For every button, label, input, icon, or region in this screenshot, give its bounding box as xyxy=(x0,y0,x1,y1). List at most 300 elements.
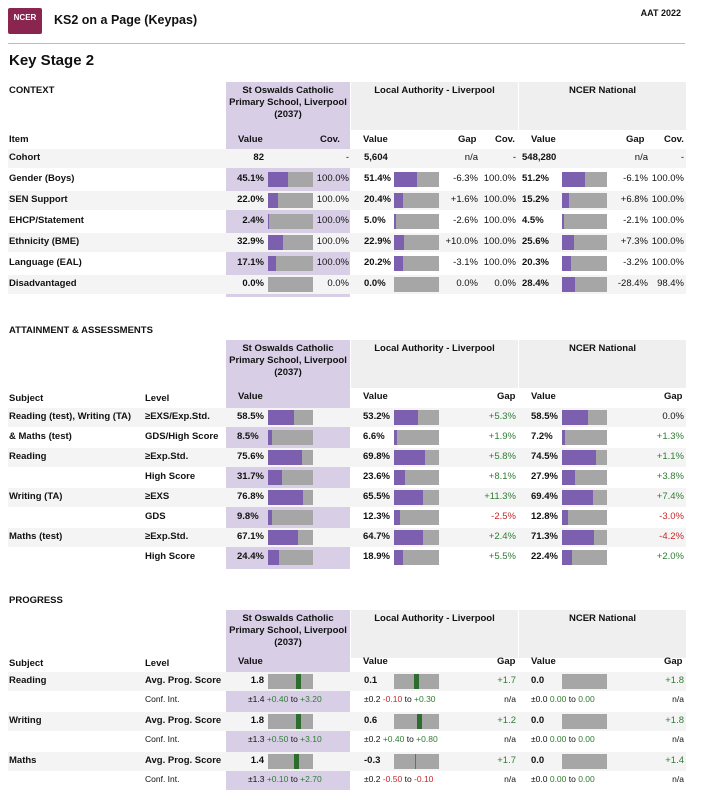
school-value: 0.0% xyxy=(242,278,264,289)
la-gap: +11.3% xyxy=(484,491,516,502)
national-gap: +3.8% xyxy=(656,471,684,482)
percent-bar-fill xyxy=(562,235,574,250)
national-gap: n/a xyxy=(634,152,648,163)
level-label: Avg. Prog. Score xyxy=(145,675,222,686)
school-value: 32.9% xyxy=(237,236,264,247)
national-ci-gap: n/a xyxy=(672,774,684,784)
ci-plusminus: ±0.0 xyxy=(531,774,550,784)
percent-bar-fill xyxy=(394,410,418,425)
school-value: 22.0% xyxy=(237,194,264,205)
percent-bar-fill xyxy=(562,410,588,425)
la-value: 6.6% xyxy=(363,431,385,442)
percent-bar-fill xyxy=(268,450,302,465)
context-row xyxy=(8,254,686,273)
level-label: High Score xyxy=(145,551,196,562)
percent-bar xyxy=(394,490,439,505)
ci-low: -0.50 xyxy=(382,774,403,784)
national-ci xyxy=(531,694,595,704)
ci-high: +2.70 xyxy=(300,774,322,784)
school-coverage: 100.0% xyxy=(316,236,349,247)
ci-to: to xyxy=(402,774,415,784)
percent-bar xyxy=(394,530,439,545)
context-section xyxy=(0,82,703,300)
school-value: 82 xyxy=(253,152,264,163)
la-gap: -3.1% xyxy=(453,257,478,268)
percent-bar-fill xyxy=(562,430,565,445)
context-row xyxy=(8,233,686,252)
national-gap-header: Gap xyxy=(664,391,683,402)
la-value: 69.8% xyxy=(363,451,390,462)
percent-bar xyxy=(394,510,439,525)
la-coverage: 100.0% xyxy=(483,194,516,205)
percent-bar xyxy=(394,277,439,292)
progress-marker xyxy=(417,714,422,729)
national-coverage: 98.4% xyxy=(657,278,684,289)
percent-bar xyxy=(394,430,439,445)
la-value: 23.6% xyxy=(363,471,390,482)
school-value: 31.7% xyxy=(237,471,264,482)
school-ci xyxy=(248,734,322,744)
attainment-section xyxy=(0,322,703,572)
percent-bar-fill xyxy=(394,510,400,525)
school-score: 1.4 xyxy=(250,755,264,766)
percent-bar xyxy=(394,450,439,465)
subject-label: Reading xyxy=(9,451,47,462)
national-value: 20.3% xyxy=(522,257,549,268)
attainment-row xyxy=(8,508,686,527)
la-gap-header: Gap xyxy=(497,656,516,667)
la-value: 20.2% xyxy=(364,257,391,268)
national-value: 4.5% xyxy=(522,215,544,226)
percent-bar xyxy=(394,193,439,208)
school-coverage: 100.0% xyxy=(316,173,349,184)
level-label: GDS/High Score xyxy=(145,431,219,442)
level-label: ≥EXS/Exp.Std. xyxy=(145,411,210,422)
percent-bar-fill xyxy=(268,490,303,505)
ci-low: -0.10 xyxy=(382,694,403,704)
percent-bar xyxy=(394,172,439,187)
percent-bar xyxy=(268,490,313,505)
national-value: 69.4% xyxy=(531,491,558,502)
context-row xyxy=(8,212,686,231)
progress-score-row xyxy=(8,672,686,691)
percent-bar-fill xyxy=(394,530,423,545)
la-value-header: Value xyxy=(363,134,388,145)
progress-score-bar xyxy=(268,714,313,729)
aat-tag: AAT 2022 xyxy=(640,8,681,18)
percent-bar-fill xyxy=(268,550,279,565)
subject-label: Writing (TA) xyxy=(9,491,63,502)
percent-bar xyxy=(562,550,607,565)
la-gap: -2.5% xyxy=(491,511,516,522)
ci-plusminus: ±0.0 xyxy=(531,694,550,704)
national-column-header: NCER National xyxy=(568,85,637,96)
ci-plusminus: ±0.0 xyxy=(531,734,550,744)
school-value-header: Value xyxy=(238,134,263,145)
school-cov-header: Cov. xyxy=(320,134,340,145)
school-coverage: 0.0% xyxy=(327,278,349,289)
national-gap: -2.1% xyxy=(623,215,648,226)
la-gap: 0.0% xyxy=(456,278,478,289)
context-row xyxy=(8,275,686,294)
la-value: 22.9% xyxy=(364,236,391,247)
percent-bar xyxy=(394,470,439,485)
national-value: 27.9% xyxy=(531,471,558,482)
national-score: 0.0 xyxy=(531,675,545,686)
progress-marker xyxy=(294,754,299,769)
percent-bar-fill xyxy=(268,214,269,229)
la-gap: +5.8% xyxy=(488,451,516,462)
la-cov-header: Cov. xyxy=(495,134,515,145)
page-title: Key Stage 2 xyxy=(9,52,95,69)
level-label: ≥Exp.Std. xyxy=(145,531,189,542)
la-column-header: Local Authority - Liverpool xyxy=(374,85,495,96)
context-row xyxy=(8,191,686,210)
ci-low: +0.40 xyxy=(266,694,289,704)
la-coverage: 100.0% xyxy=(483,173,516,184)
percent-bar-fill xyxy=(268,193,278,208)
subject-label: & Maths (test) xyxy=(9,431,72,442)
percent-bar-fill xyxy=(394,430,397,445)
school-value: 24.4% xyxy=(237,551,264,562)
percent-bar-fill xyxy=(562,193,569,208)
la-coverage: 0.0% xyxy=(494,278,516,289)
percent-bar-fill xyxy=(268,172,288,187)
national-coverage: 100.0% xyxy=(651,215,684,226)
school-ci xyxy=(248,774,322,784)
progress-title: PROGRESS xyxy=(9,595,63,606)
ci-high: 0.00 xyxy=(578,734,595,744)
attainment-row xyxy=(8,468,686,487)
progress-score-bar xyxy=(394,674,439,689)
ci-high: 0.00 xyxy=(578,774,595,784)
la-column-header: Local Authority - Liverpool xyxy=(374,613,495,624)
national-value: 58.5% xyxy=(531,411,558,422)
progress-marker xyxy=(296,714,301,729)
logo-text: NCER xyxy=(13,13,37,22)
item-header: Item xyxy=(9,134,29,145)
national-gap: +1.8 xyxy=(665,675,684,686)
la-coverage: 100.0% xyxy=(483,257,516,268)
percent-bar xyxy=(268,450,313,465)
school-value: 76.8% xyxy=(237,491,264,502)
progress-marker xyxy=(296,674,301,689)
item-label: EHCP/Statement xyxy=(9,215,84,226)
ci-to: to xyxy=(288,734,301,744)
percent-bar xyxy=(562,530,607,545)
ci-plusminus: ±1.4 xyxy=(248,694,267,704)
national-ci-gap: n/a xyxy=(672,734,684,744)
progress-score-row xyxy=(8,712,686,731)
national-coverage: 100.0% xyxy=(651,236,684,247)
item-label: Cohort xyxy=(9,152,41,163)
national-value: 25.6% xyxy=(522,236,549,247)
ci-low: 0.00 xyxy=(549,774,567,784)
percent-bar xyxy=(394,410,439,425)
la-value: 20.4% xyxy=(364,194,391,205)
percent-bar xyxy=(394,256,439,271)
percent-bar-fill xyxy=(562,277,575,292)
percent-bar xyxy=(562,214,607,229)
percent-bar-fill xyxy=(394,256,403,271)
la-gap: +1.2 xyxy=(497,715,516,726)
percent-bar-fill xyxy=(562,550,572,565)
percent-bar-fill xyxy=(562,256,571,271)
subject-header: Subject xyxy=(9,393,44,404)
attainment-row xyxy=(8,428,686,447)
ci-low: +0.10 xyxy=(266,774,289,784)
subject-label: Writing xyxy=(9,715,42,726)
ci-label: Conf. Int. xyxy=(145,734,180,744)
progress-ci-row xyxy=(8,771,686,790)
percent-bar xyxy=(562,193,607,208)
national-gap: -4.2% xyxy=(659,531,684,542)
national-value: 548,280 xyxy=(522,152,557,163)
percent-bar-fill xyxy=(394,490,423,505)
context-row xyxy=(8,149,686,168)
la-ci-gap: n/a xyxy=(504,694,516,704)
national-gap: -6.1% xyxy=(623,173,648,184)
percent-bar-fill xyxy=(394,172,417,187)
national-value: 71.3% xyxy=(531,531,558,542)
ncer-logo xyxy=(8,8,42,34)
percent-bar-fill xyxy=(562,510,568,525)
top-bar xyxy=(0,0,703,44)
school-value-header: Value xyxy=(238,391,263,402)
ci-high: +3.20 xyxy=(300,694,322,704)
la-gap: -6.3% xyxy=(453,173,478,184)
context-row xyxy=(8,170,686,189)
national-gap: -3.2% xyxy=(623,257,648,268)
percent-bar-fill xyxy=(394,470,405,485)
percent-bar xyxy=(562,450,607,465)
percent-bar xyxy=(394,550,439,565)
percent-bar-fill xyxy=(268,530,298,545)
ci-plusminus: ±1.3 xyxy=(248,734,267,744)
la-value: 5,604 xyxy=(364,152,388,163)
attainment-row xyxy=(8,548,686,567)
level-header: Level xyxy=(145,658,170,669)
national-gap: 0.0% xyxy=(662,411,684,422)
school-value: 45.1% xyxy=(237,173,264,184)
school-column-header: St Oswalds Catholic Primary School, Liverpool (2037) xyxy=(229,85,347,120)
item-label: Ethnicity (BME) xyxy=(9,236,80,247)
national-ci xyxy=(531,734,595,744)
percent-bar xyxy=(562,410,607,425)
la-ci-gap: n/a xyxy=(504,734,516,744)
la-gap-header: Gap xyxy=(497,391,516,402)
progress-marker xyxy=(414,674,419,689)
progress-score-bar xyxy=(562,674,607,689)
la-gap: +10.0% xyxy=(445,236,478,247)
item-label: Language (EAL) xyxy=(9,257,82,268)
ci-low: 0.00 xyxy=(549,694,567,704)
percent-bar xyxy=(268,430,313,445)
national-column-header: NCER National xyxy=(568,613,637,624)
ci-low: +0.40 xyxy=(382,734,405,744)
percent-bar xyxy=(562,470,607,485)
percent-bar-fill xyxy=(562,530,594,545)
subject-label: Maths xyxy=(9,755,37,766)
percent-bar xyxy=(562,430,607,445)
ci-plusminus: ±1.3 xyxy=(248,774,267,784)
percent-bar-fill xyxy=(562,490,593,505)
school-coverage: 100.0% xyxy=(316,194,349,205)
ci-to: to xyxy=(566,734,579,744)
percent-bar-fill xyxy=(394,235,404,250)
la-gap-header: Gap xyxy=(458,134,477,145)
school-value: 8.5% xyxy=(237,431,259,442)
percent-bar-fill xyxy=(268,430,272,445)
la-score: 0.6 xyxy=(364,715,378,726)
national-gap: +7.3% xyxy=(620,236,648,247)
national-coverage: 100.0% xyxy=(651,173,684,184)
percent-bar-fill xyxy=(394,193,403,208)
la-coverage: 100.0% xyxy=(483,236,516,247)
attainment-row xyxy=(8,408,686,427)
la-value-header: Value xyxy=(363,391,388,402)
school-coverage: 100.0% xyxy=(316,215,349,226)
la-value: 0.0% xyxy=(364,278,386,289)
national-gap: +1.8 xyxy=(665,715,684,726)
progress-score-bar xyxy=(562,754,607,769)
school-value: 67.1% xyxy=(237,531,264,542)
ci-low: +0.50 xyxy=(266,734,289,744)
school-value: 2.4% xyxy=(242,215,264,226)
percent-bar xyxy=(562,172,607,187)
national-gap: -3.0% xyxy=(659,511,684,522)
percent-bar xyxy=(268,470,313,485)
ci-plusminus: ±0.2 xyxy=(364,734,383,744)
la-ci xyxy=(364,694,436,704)
la-ci xyxy=(364,774,433,784)
la-ci-gap: n/a xyxy=(504,774,516,784)
la-gap: +5.5% xyxy=(488,551,516,562)
la-value: 51.4% xyxy=(364,173,391,184)
ci-to: to xyxy=(566,774,579,784)
la-column-header: Local Authority - Liverpool xyxy=(374,343,495,354)
ci-label: Conf. Int. xyxy=(145,774,180,784)
school-column-header: St Oswalds Catholic Primary School, Liverpool (2037) xyxy=(229,343,347,378)
progress-ci-row xyxy=(8,691,686,710)
percent-bar-fill xyxy=(394,550,403,565)
percent-bar xyxy=(562,277,607,292)
percent-bar xyxy=(268,550,313,565)
national-gap: +1.4 xyxy=(665,755,684,766)
progress-score-bar xyxy=(394,714,439,729)
la-value: 65.5% xyxy=(363,491,390,502)
school-score: 1.8 xyxy=(250,675,264,686)
level-header: Level xyxy=(145,393,170,404)
percent-bar-fill xyxy=(394,450,425,465)
percent-bar-fill xyxy=(562,214,564,229)
percent-bar-fill xyxy=(268,235,283,250)
la-coverage: 100.0% xyxy=(483,215,516,226)
national-gap-header: Gap xyxy=(626,134,645,145)
percent-bar-fill xyxy=(268,510,272,525)
percent-bar-fill xyxy=(268,470,282,485)
la-score: 0.1 xyxy=(364,675,378,686)
percent-bar-fill xyxy=(268,410,294,425)
percent-bar-fill xyxy=(562,470,575,485)
ci-to: to xyxy=(288,694,301,704)
percent-bar xyxy=(268,410,313,425)
ci-high: 0.00 xyxy=(578,694,595,704)
percent-bar xyxy=(562,235,607,250)
national-gap: +6.8% xyxy=(620,194,648,205)
la-gap: +2.4% xyxy=(488,531,516,542)
la-gap: +1.9% xyxy=(488,431,516,442)
item-label: Disadvantaged xyxy=(9,278,77,289)
national-gap: +1.1% xyxy=(656,451,684,462)
national-value: 74.5% xyxy=(531,451,558,462)
progress-score-bar xyxy=(268,674,313,689)
level-label: ≥Exp.Std. xyxy=(145,451,189,462)
percent-bar-fill xyxy=(268,256,276,271)
ci-high: +0.30 xyxy=(414,694,436,704)
la-coverage: - xyxy=(512,152,516,163)
la-value: 12.3% xyxy=(363,511,390,522)
school-value: 9.8% xyxy=(237,511,259,522)
national-score: 0.0 xyxy=(531,715,545,726)
attainment-row xyxy=(8,528,686,547)
ci-high: -0.10 xyxy=(414,774,434,784)
school-value: 75.6% xyxy=(237,451,264,462)
attainment-row xyxy=(8,448,686,467)
national-coverage: 100.0% xyxy=(651,257,684,268)
ci-high: +0.80 xyxy=(416,734,438,744)
divider xyxy=(8,43,685,44)
national-value: 15.2% xyxy=(522,194,549,205)
ci-plusminus: ±0.2 xyxy=(364,774,383,784)
la-ci xyxy=(364,734,438,744)
level-label: Avg. Prog. Score xyxy=(145,715,222,726)
national-value: 7.2% xyxy=(531,431,553,442)
progress-score-bar xyxy=(394,754,439,769)
ci-to: to xyxy=(566,694,579,704)
app-title: KS2 on a Page (Keypas) xyxy=(54,13,198,27)
attainment-row xyxy=(8,488,686,507)
la-gap: +5.3% xyxy=(488,411,516,422)
percent-bar xyxy=(562,510,607,525)
ci-to: to xyxy=(402,694,415,704)
ci-to: to xyxy=(404,734,417,744)
national-value: 22.4% xyxy=(531,551,558,562)
national-score: 0.0 xyxy=(531,755,545,766)
la-gap: +1.7 xyxy=(497,675,516,686)
national-value-header: Value xyxy=(531,656,556,667)
national-gap: -28.4% xyxy=(617,278,648,289)
school-coverage: - xyxy=(345,152,349,163)
la-gap: +1.6% xyxy=(450,194,478,205)
school-ci xyxy=(248,694,322,704)
national-value: 28.4% xyxy=(522,278,549,289)
percent-bar-fill xyxy=(562,172,585,187)
la-gap: +1.7 xyxy=(497,755,516,766)
subject-header: Subject xyxy=(9,658,44,669)
national-value-header: Value xyxy=(531,391,556,402)
national-gap-header: Gap xyxy=(664,656,683,667)
percent-bar xyxy=(394,214,439,229)
national-gap: +2.0% xyxy=(656,551,684,562)
national-value-header: Value xyxy=(531,134,556,145)
la-value: 18.9% xyxy=(363,551,390,562)
percent-bar xyxy=(268,510,313,525)
progress-score-bar xyxy=(562,714,607,729)
national-cov-header: Cov. xyxy=(664,134,684,145)
la-gap: +8.1% xyxy=(488,471,516,482)
level-label: GDS xyxy=(145,511,166,522)
